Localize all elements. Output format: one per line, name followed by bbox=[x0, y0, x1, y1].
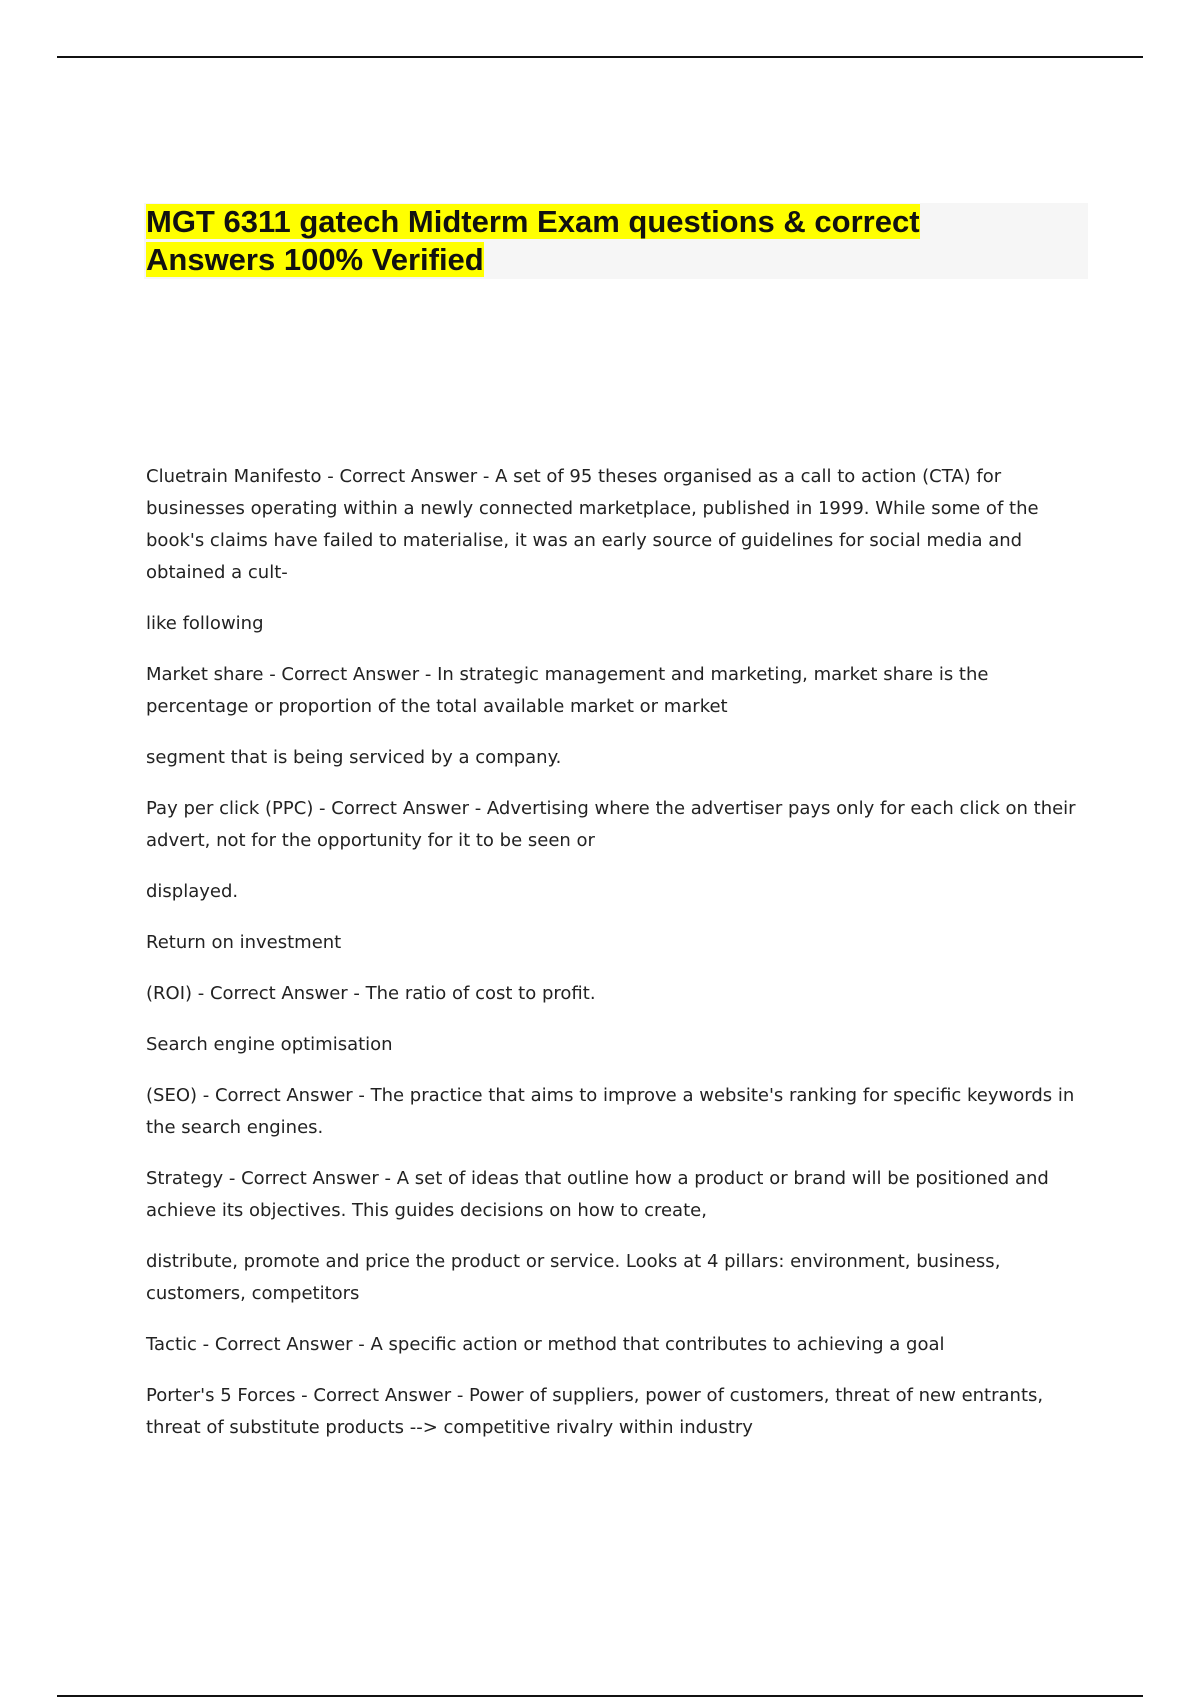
paragraph: Strategy - Correct Answer - A set of ideas that outline how a product or brand will be positioned and achieve its objectives. This guides decisions on how to create, bbox=[146, 1168, 1049, 1221]
paragraph: Tactic - Correct Answer - A specific action or method that contributes to achieving a goal bbox=[146, 1334, 945, 1355]
paragraph: (ROI) - Correct Answer - The ratio of cost to profit. bbox=[146, 983, 596, 1004]
bottom-rule bbox=[57, 1695, 1143, 1697]
paragraph: displayed. bbox=[146, 881, 239, 902]
paragraph: Porter's 5 Forces - Correct Answer - Power of suppliers, power of customers, threat of new entrants, threat of substitute products --> competitive rivalry within industry bbox=[146, 1385, 1044, 1438]
paragraph: Return on investment bbox=[146, 932, 342, 953]
paragraph: Search engine optimisation bbox=[146, 1034, 393, 1055]
top-rule bbox=[57, 56, 1143, 58]
paragraph: Pay per click (PPC) - Correct Answer - Advertising where the advertiser pays only for each click on their advert, not for the opportunity for it to be seen or bbox=[146, 798, 1076, 851]
document-title bbox=[146, 203, 966, 279]
paragraph: distribute, promote and price the product or service. Looks at 4 pillars: environment, business, customers, competitors bbox=[146, 1251, 1001, 1304]
paragraph: Cluetrain Manifesto - Correct Answer - A set of 95 theses organised as a call to action (CTA) for businesses operating within a newly connected marketplace, published in 1999. While some of the book's claims have failed to materialise, it was an early source of guidelines for social media and obtained a cult- bbox=[146, 466, 1039, 583]
paragraph: (SEO) - Correct Answer - The practice that aims to improve a website's ranking for specific keywords in the search engines. bbox=[146, 1085, 1075, 1138]
paragraph: Market share - Correct Answer - In strategic management and marketing, market share is the percentage or proportion of the total available market or market bbox=[146, 664, 989, 717]
document-body bbox=[146, 461, 1086, 1463]
paragraph: segment that is being serviced by a company. bbox=[146, 747, 562, 768]
paragraph: like following bbox=[146, 613, 264, 634]
title-highlight: MGT 6311 gatech Midterm Exam questions & correct Answers 100% Verified bbox=[146, 204, 920, 277]
